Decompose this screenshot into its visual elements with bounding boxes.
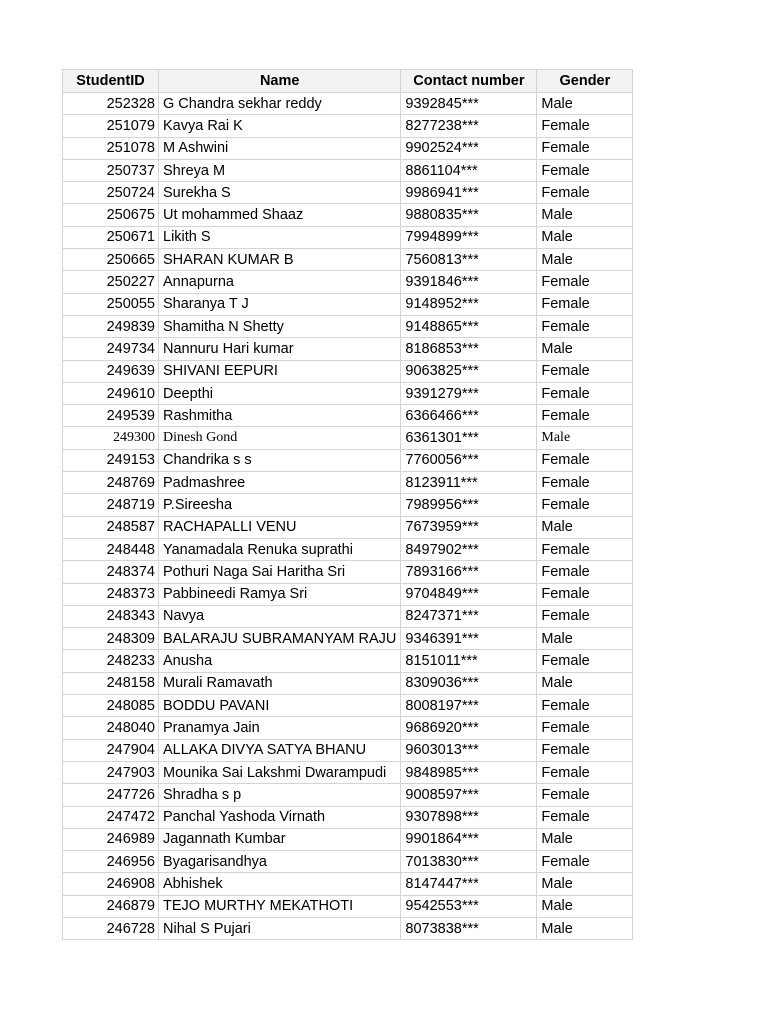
cell-student-id[interactable]: 248719 [63,494,159,516]
cell-name[interactable] [159,672,401,694]
cell-name[interactable] [159,93,401,115]
cell-name-text: Surekha S [163,184,231,201]
cell-name[interactable] [159,761,401,783]
cell-gender[interactable]: Female [537,405,633,427]
cell-student-id[interactable]: 248085 [63,695,159,717]
cell-gender[interactable]: Male [537,338,633,360]
cell-gender[interactable]: Female [537,717,633,739]
cell-contact-number[interactable]: 9603013*** [401,739,537,761]
cell-student-id[interactable]: 246989 [63,828,159,850]
cell-gender[interactable]: Female [537,315,633,337]
cell-gender[interactable]: Female [537,695,633,717]
cell-student-id[interactable]: 247726 [63,784,159,806]
cell-name[interactable] [159,427,401,449]
cell-name[interactable] [159,204,401,226]
cell-contact-number[interactable]: 6366466*** [401,405,537,427]
table-row [63,315,633,337]
cell-name-text: SHARAN KUMAR B [163,251,294,268]
header-contact-number[interactable]: Contact number [401,70,537,93]
table-row [63,360,633,382]
cell-gender[interactable]: Female [537,494,633,516]
header-row [63,70,633,93]
cell-name-text: TEJO MURTHY MEKATHOTI [163,898,354,915]
cell-contact-number[interactable]: 8247371*** [401,605,537,627]
cell-name-text: SHIVANI EEPURI [163,363,278,380]
cell-student-id[interactable]: 249839 [63,315,159,337]
cell-name-text: Murali Ramavath [163,675,273,692]
cell-contact-number[interactable]: 9704849*** [401,583,537,605]
cell-contact-number[interactable]: 9542553*** [401,895,537,917]
cell-student-id[interactable]: 246879 [63,895,159,917]
cell-name-text: Chandrika s s [163,452,252,469]
cell-contact-number[interactable]: 7013830*** [401,851,537,873]
cell-gender[interactable]: Male [537,917,633,939]
cell-student-id[interactable]: 250724 [63,182,159,204]
cell-contact-number[interactable]: 8123911*** [401,472,537,494]
cell-contact-number[interactable]: 8309036*** [401,672,537,694]
cell-name[interactable] [159,494,401,516]
cell-name[interactable] [159,315,401,337]
cell-name-text: Likith S [163,229,211,246]
cell-contact-number[interactable]: 8186853*** [401,338,537,360]
cell-name-text: Abhishek [163,876,223,893]
cell-student-id[interactable]: 248373 [63,583,159,605]
cell-contact-number[interactable]: 9880835*** [401,204,537,226]
cell-gender[interactable]: Male [537,828,633,850]
table-row [63,293,633,315]
table-row [63,271,633,293]
cell-student-id[interactable]: 248374 [63,561,159,583]
table-row [63,249,633,271]
cell-student-id[interactable]: 246956 [63,851,159,873]
cell-gender[interactable]: Male [537,226,633,248]
cell-name[interactable] [159,695,401,717]
cell-name-text: Pranamya Jain [163,719,260,736]
cell-name[interactable] [159,851,401,873]
cell-name[interactable] [159,650,401,672]
cell-contact-number[interactable]: 9148952*** [401,293,537,315]
cell-contact-number[interactable]: 8147447*** [401,873,537,895]
cell-contact-number[interactable]: 8073838*** [401,917,537,939]
cell-contact-number[interactable]: 9848985*** [401,761,537,783]
table-row [63,806,633,828]
cell-student-id[interactable]: 250737 [63,159,159,181]
table-row [63,873,633,895]
cell-student-id[interactable]: 249639 [63,360,159,382]
cell-name[interactable] [159,226,401,248]
cell-student-id[interactable]: 248233 [63,650,159,672]
cell-name[interactable] [159,405,401,427]
cell-contact-number[interactable]: 9148865*** [401,315,537,337]
table-row [63,895,633,917]
cell-student-id[interactable]: 247904 [63,739,159,761]
cell-student-id[interactable]: 248040 [63,717,159,739]
cell-student-id[interactable]: 247903 [63,761,159,783]
cell-name-text: Panchal Yashoda Virnath [163,809,326,826]
cell-gender[interactable]: Female [537,851,633,873]
table-row [63,828,633,850]
cell-contact-number[interactable]: 8008197*** [401,695,537,717]
cell-name-text: Dinesh Gond [163,430,238,446]
cell-student-id[interactable]: 248587 [63,516,159,538]
table-row [63,739,633,761]
cell-name[interactable] [159,115,401,137]
cell-name-text: BODDU PAVANI [163,697,270,714]
cell-student-id[interactable]: 248769 [63,472,159,494]
cell-gender[interactable]: Female [537,561,633,583]
cell-name-text: Byagarisandhya [163,853,267,870]
cell-name[interactable] [159,873,401,895]
cell-name[interactable] [159,605,401,627]
table-row [63,449,633,471]
cell-contact-number[interactable]: 7994899*** [401,226,537,248]
cell-name-text: P.Sireesha [163,496,233,513]
table-row [63,338,633,360]
cell-name-text: M Ashwini [163,140,229,157]
table-row [63,159,633,181]
cell-name[interactable] [159,137,401,159]
cell-name-text: Kavya Rai K [163,117,243,134]
table-row [63,761,633,783]
cell-name-text: Annapurna [163,274,234,291]
cell-student-id[interactable]: 249734 [63,338,159,360]
header-gender[interactable]: Gender [537,70,633,93]
table-row [63,628,633,650]
cell-student-id[interactable]: 249153 [63,449,159,471]
cell-name-text: Pothuri Naga Sai Haritha Sri [163,563,346,580]
cell-student-id[interactable]: 246728 [63,917,159,939]
cell-student-id[interactable]: 246908 [63,873,159,895]
cell-name[interactable] [159,628,401,650]
cell-name-text: Shamitha N Shetty [163,318,284,335]
cell-contact-number[interactable]: 6361301*** [401,427,537,449]
cell-gender[interactable]: Female [537,538,633,560]
cell-gender[interactable]: Female [537,271,633,293]
cell-contact-number[interactable]: 9346391*** [401,628,537,650]
cell-student-id[interactable]: 248158 [63,672,159,694]
table-row [63,204,633,226]
cell-student-id[interactable]: 249610 [63,382,159,404]
cell-name[interactable] [159,784,401,806]
table-row [63,851,633,873]
cell-name[interactable] [159,338,401,360]
cell-student-id[interactable]: 250055 [63,293,159,315]
cell-contact-number[interactable]: 9391279*** [401,382,537,404]
table-row [63,382,633,404]
cell-gender[interactable]: Female [537,182,633,204]
cell-name-text: RACHAPALLI VENU [163,519,297,536]
cell-name[interactable] [159,917,401,939]
cell-gender[interactable]: Female [537,583,633,605]
cell-name-text: Rashmitha [163,407,233,424]
cell-name[interactable] [159,516,401,538]
cell-name[interactable] [159,360,401,382]
header-student-id[interactable]: StudentID [63,70,159,93]
table-header [63,70,633,93]
cell-gender[interactable]: Female [537,739,633,761]
table-row [63,93,633,115]
table-row [63,717,633,739]
cell-gender[interactable]: Female [537,605,633,627]
cell-gender[interactable]: Female [537,472,633,494]
cell-name-text: G Chandra sekhar reddy [163,95,322,112]
cell-name-text: Nihal S Pujari [163,920,251,937]
cell-name-text: Navya [163,608,205,625]
cell-name[interactable] [159,182,401,204]
cell-contact-number[interactable]: 7560813*** [401,249,537,271]
cell-gender[interactable]: Female [537,137,633,159]
cell-contact-number[interactable]: 9902524*** [401,137,537,159]
table-row [63,516,633,538]
cell-name[interactable] [159,583,401,605]
table-row [63,695,633,717]
cell-contact-number[interactable]: 9901864*** [401,828,537,850]
cell-contact-number[interactable]: 7989956*** [401,494,537,516]
cell-name-text: Ut mohammed Shaaz [163,207,304,224]
cell-student-id[interactable]: 250665 [63,249,159,271]
table-row [63,583,633,605]
cell-student-id[interactable]: 248343 [63,605,159,627]
table-row [63,427,633,449]
table-row [63,561,633,583]
cell-gender[interactable]: Male [537,93,633,115]
table-row [63,605,633,627]
cell-student-id[interactable]: 250675 [63,204,159,226]
cell-student-id[interactable]: 251079 [63,115,159,137]
cell-gender[interactable]: Female [537,115,633,137]
cell-contact-number[interactable]: 9063825*** [401,360,537,382]
cell-name-text: BALARAJU SUBRAMANYAM RAJU [163,630,397,647]
cell-name-text: Yanamadala Renuka suprathi [163,541,353,558]
cell-gender[interactable]: Male [537,427,633,449]
cell-name[interactable] [159,293,401,315]
cell-contact-number[interactable]: 7893166*** [401,561,537,583]
cell-name-text: Nannuru Hari kumar [163,340,294,357]
cell-contact-number[interactable]: 9986941*** [401,182,537,204]
cell-gender[interactable]: Female [537,159,633,181]
table-row [63,182,633,204]
cell-contact-number[interactable]: 9391846*** [401,271,537,293]
cell-student-id[interactable]: 248309 [63,628,159,650]
cell-student-id[interactable]: 247472 [63,806,159,828]
cell-student-id[interactable]: 250671 [63,226,159,248]
cell-name[interactable] [159,717,401,739]
cell-name[interactable] [159,159,401,181]
cell-name[interactable] [159,538,401,560]
cell-gender[interactable]: Male [537,628,633,650]
cell-gender[interactable]: Male [537,516,633,538]
cell-name[interactable] [159,472,401,494]
cell-name-text: Deepthi [163,385,213,402]
cell-name[interactable] [159,895,401,917]
table-row [63,472,633,494]
cell-gender[interactable]: Female [537,449,633,471]
table-row [63,115,633,137]
cell-gender[interactable]: Female [537,784,633,806]
cell-name-text: Mounika Sai Lakshmi Dwarampudi [163,764,387,781]
cell-name[interactable] [159,561,401,583]
cell-name[interactable] [159,271,401,293]
table-row [63,405,633,427]
cell-name-text: Padmashree [163,474,246,491]
cell-name[interactable] [159,249,401,271]
cell-name-text: Shreya M [163,162,226,179]
student-table [62,69,633,940]
cell-student-id[interactable]: 251078 [63,137,159,159]
table-row [63,650,633,672]
cell-gender[interactable]: Female [537,761,633,783]
table-row [63,538,633,560]
cell-gender[interactable]: Female [537,293,633,315]
table-row [63,672,633,694]
cell-contact-number[interactable]: 7760056*** [401,449,537,471]
cell-contact-number[interactable]: 9392845*** [401,93,537,115]
cell-student-id[interactable]: 249300 [63,427,159,449]
cell-gender[interactable]: Male [537,895,633,917]
cell-name-text: Anusha [163,653,213,670]
cell-name[interactable] [159,382,401,404]
table-row [63,226,633,248]
table-body [63,93,633,940]
cell-name-text: Pabbineedi Ramya Sri [163,586,308,603]
table-row [63,917,633,939]
cell-contact-number[interactable]: 9008597*** [401,784,537,806]
cell-name-text: ALLAKA DIVYA SATYA BHANU [163,742,367,759]
cell-name[interactable] [159,449,401,471]
cell-contact-number[interactable]: 8497902*** [401,538,537,560]
cell-student-id[interactable]: 250227 [63,271,159,293]
cell-gender[interactable]: Male [537,204,633,226]
cell-gender[interactable]: Female [537,650,633,672]
header-name[interactable]: Name [159,70,401,93]
cell-student-id[interactable]: 249539 [63,405,159,427]
cell-contact-number[interactable]: 8861104*** [401,159,537,181]
cell-student-id[interactable]: 248448 [63,538,159,560]
cell-contact-number[interactable]: 8151011*** [401,650,537,672]
cell-gender[interactable]: Male [537,249,633,271]
cell-gender[interactable]: Female [537,360,633,382]
cell-gender[interactable]: Female [537,806,633,828]
cell-contact-number[interactable]: 7673959*** [401,516,537,538]
cell-gender[interactable]: Male [537,672,633,694]
cell-name[interactable] [159,806,401,828]
cell-gender[interactable]: Female [537,382,633,404]
table-row [63,494,633,516]
cell-name-text: Jagannath Kumbar [163,831,286,848]
table-row [63,784,633,806]
cell-name[interactable] [159,739,401,761]
cell-name-text: Sharanya T J [163,296,249,313]
cell-contact-number[interactable]: 9686920*** [401,717,537,739]
cell-gender[interactable]: Male [537,873,633,895]
cell-contact-number[interactable]: 8277238*** [401,115,537,137]
cell-student-id[interactable]: 252328 [63,93,159,115]
cell-name[interactable] [159,828,401,850]
table-row [63,137,633,159]
cell-name-text: Shradha s p [163,786,242,803]
cell-contact-number[interactable]: 9307898*** [401,806,537,828]
